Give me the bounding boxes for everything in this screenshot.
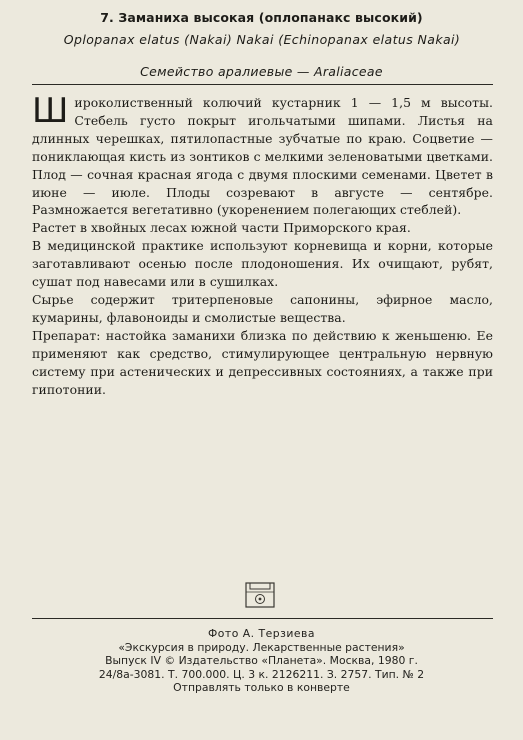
drop-cap: Ш: [32, 91, 69, 131]
footer-divider: [32, 618, 493, 619]
photo-credit: Фото А. Терзиева: [208, 627, 315, 640]
paragraph-usage: В медицинской практике используют корневища и корни, которые заготавливают осенью после плодоношения. Их очищают, рубят, сушат под навесами или в сушилках.: [32, 238, 493, 290]
latin-name: Oplopanax elatus (Nakai) Nakai (Echinopanax elatus Nakai): [63, 32, 461, 47]
paragraph-preparation: Препарат: настойка заманихи близка по действию к женьшеню. Ее применяют как средство, стимулирующее центральную нервную систему при астенических и депрессивных состояниях, а также при гипотонии.: [32, 327, 493, 397]
print-info: 24/8а-3081. Т. 700.000. Ц. 3 к. 2126211. З. 2757. Тип. № 2: [98, 667, 425, 681]
plant-family: Семейство аралиевые — Araliaceae: [140, 64, 383, 79]
publisher-logo-icon: [245, 582, 275, 608]
description-text: [32, 91, 493, 398]
issue-info: Выпуск IV © Издательство «Планета». Москва, 1980 г.: [105, 654, 418, 668]
series-name: «Экскурсия в природу. Лекарственные растения»: [118, 640, 405, 654]
paragraph-composition: Сырье содержит тритерпеновые сапонины, эфирное масло, кумарины, флавоноиды и смолистые вещества.: [32, 291, 493, 325]
mailing-note: Отправлять только в конверте: [173, 681, 350, 695]
paragraph-description-text: ироколиственный колючий кустарник 1 — 1,5 м высоты. Стебель густо покрыт игольчатыми шипами. Листья на длинных черешках, пятилопастные зубчатые по краю. Соцветие — пониклающая кисть из зонтиков с мелкими зеленоватыми цветками. Плод — сочная красная ягода с двумя плоскими семенами. Цветет в июне — июле. Плоды созревают в августе — сентябре. Размножается вегетативно (укоренением полегающих стеблей).: [32, 95, 493, 218]
paragraph-description: [32, 91, 493, 219]
plant-title: 7. Заманиха высокая (оплопанакс высокий): [100, 10, 423, 25]
imprint: [0, 627, 523, 695]
paragraph-habitat: Растет в хвойных лесах южной части Приморского края.: [32, 220, 411, 236]
top-divider: [32, 84, 493, 85]
